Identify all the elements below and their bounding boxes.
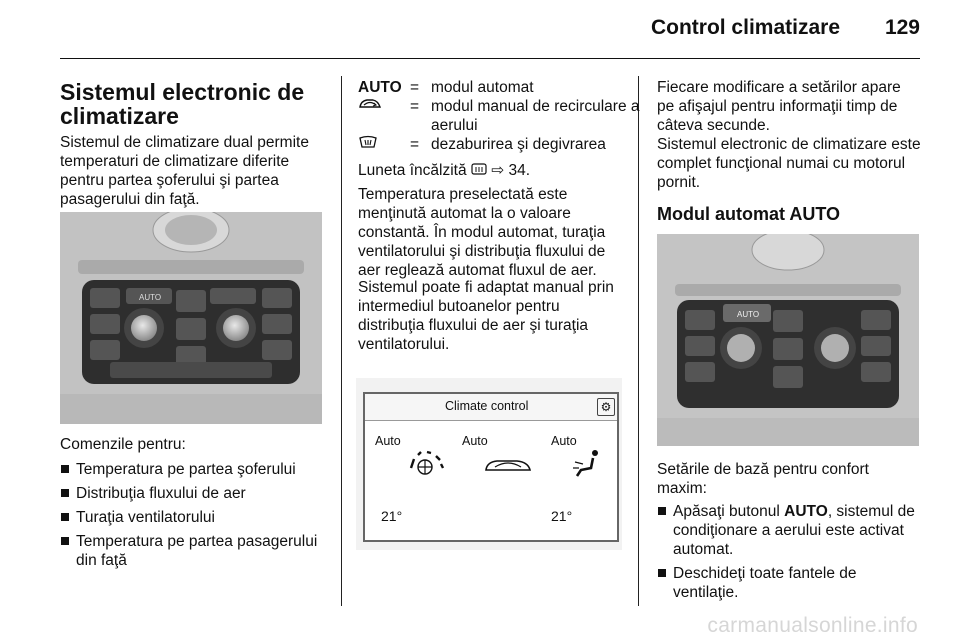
air-distribution-seat-icon [571,448,603,483]
paragraph: Fiecare modificare a setărilor apare pe afişajul pentru informaţii timp de câteva secunde. [657,79,901,134]
list-item: Apăsaţi butonul AUTO, sistemul de condiţionare a aerului este activat automat. [657,502,925,559]
page-reference: 34. [508,162,531,179]
display-auto-label: Auto [551,434,577,448]
column-divider-1 [341,76,342,606]
bullet-square-icon [61,489,69,497]
display-auto-label: Auto [375,434,401,448]
display-temp-right: 21° [551,508,573,524]
bullet-square-icon [658,569,666,577]
definitions-list [358,78,638,156]
controls-list [60,460,335,575]
page-number: 129 [884,16,920,39]
climate-panel-illustration [60,212,322,424]
bullet-square-icon [61,465,69,473]
fan-speed-icon [407,450,447,483]
panel-auto-label: AUTO [139,293,162,302]
climate-panel-photo [60,212,322,424]
list-item: Distribuţia fluxului de aer [60,484,335,503]
list-item: Temperatura pe partea pasagerului din faţă [60,532,335,570]
bullet-square-icon [61,537,69,545]
definition-equals: = [410,98,420,115]
heated-rear-window-icon [471,162,487,179]
heated-screen-text: Luneta încălzită [358,162,467,179]
list-item: Deschideţi toate fantele de ventilaţie. [657,564,925,602]
intro-paragraph: Sistemul de climatizare dual permite temperaturi de climatizare diferite pentru partea şoferului şi partea pasagerului din faţă. [60,134,309,208]
bullet-square-icon [61,513,69,521]
header-rule [60,58,920,59]
definition-value: modul automat [431,79,534,96]
display-settings-gear-icon[interactable]: ⚙ [597,398,615,416]
list-item: Temperatura pe partea şoferului [60,460,335,479]
column-divider-2 [638,76,639,606]
display-auto-label: Auto [462,434,488,448]
auto-mode-panel-photo [657,234,919,446]
auto-mode-panel-illustration [657,234,919,446]
section-heading: Sistemul electronic de climatizare [60,79,305,129]
climate-control-display [363,392,619,542]
definition-value: dezaburirea şi degivrarea [431,136,606,153]
paragraph: Sistemul electronic de climatizare este complet funcţional numai cu motorul pornit. [657,136,921,191]
panel-auto-label: AUTO [737,310,760,319]
recirculation-car-icon [483,454,533,481]
definition-equals: = [410,79,420,96]
controls-label: Comenzile pentru: [60,436,186,453]
display-temp-left: 21° [381,508,403,524]
definition-equals: = [410,136,420,153]
heated-screen-line [358,161,636,180]
page-header-title: Control climatizare [650,16,840,39]
paragraph: Temperatura preselectată este menţinută automat la o valoare constantă. În modul automat, turaţia ventilatorului şi distribuţia fluxului de aer reglează automat fluxul de aer. [358,186,606,279]
paragraph: Sistemul poate fi adaptat manual prin intermediul butoanelor pentru distribuţia fluxului de aer şi turaţia ventilatorului. [358,279,614,353]
subsection-heading: Modul automat AUTO [657,204,840,224]
definition-key-auto: AUTO [358,79,402,96]
list-item: Turaţia ventilatorului [60,508,335,527]
auto-button-reference: AUTO [784,503,828,520]
watermark: carmanualsonline.info [707,614,918,637]
page-reference-arrow-icon: ⇨ [491,162,505,179]
recirculation-icon [358,97,406,116]
definition-value: modul manual de recirculare a aerului [431,98,640,134]
display-title: Climate control [445,399,529,413]
comfort-intro: Setările de bază pentru confort maxim: [657,461,869,497]
comfort-steps-list [657,502,925,607]
bullet-square-icon [658,507,666,515]
defrost-icon [358,135,406,154]
